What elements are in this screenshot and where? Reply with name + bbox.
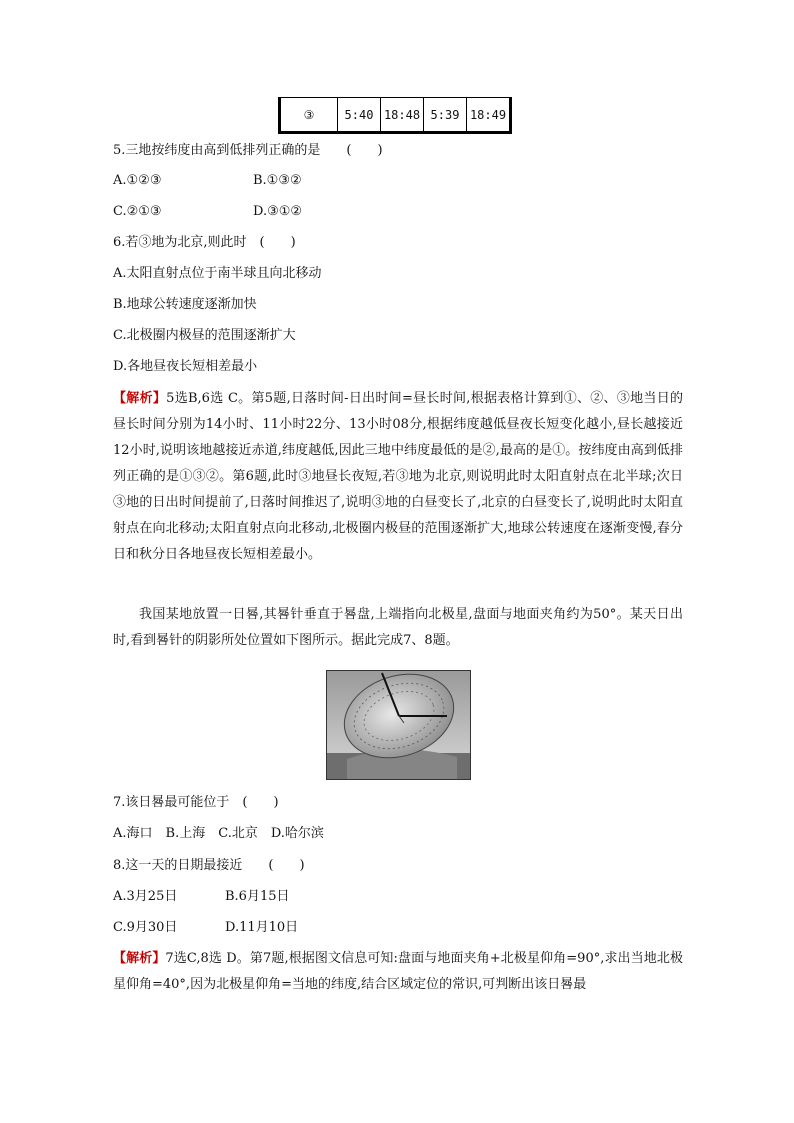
table-row	[281, 98, 509, 131]
sundial-image	[326, 670, 471, 780]
table-cell: 5:40	[338, 98, 381, 131]
q6-stem: 6.若③地为北京,则此时 ( )	[113, 235, 296, 250]
analysis-tag: 【解析】	[113, 391, 167, 406]
q6-option-c: C.北极圈内极昼的范围逐渐扩大	[113, 328, 296, 343]
q5-option-c: C.②①③	[113, 204, 162, 219]
q6-option-a: A.太阳直射点位于南半球且向北移动	[113, 266, 322, 281]
q6-option-d: D.各地昼夜长短相差最小	[113, 359, 258, 374]
table-cell: ③	[303, 107, 315, 122]
q5-option-b: B.①③②	[253, 173, 302, 188]
q5-stem: 5.三地按纬度由高到低排列正确的是 ( )	[113, 143, 383, 158]
analysis-tag: 【解析】	[113, 951, 166, 966]
analysis-7-8	[113, 946, 683, 998]
analysis-text: 5选B,6选 C。第5题,日落时间-日出时间=昼长时间,根据表格计算到①、②、③地当日的昼长时间分别为14小时、11小时22分、13小时08分,根据纬度越低昼夜长短变化越小,昼长越接近12小时,说明该地越接近赤道,纬度越低,因此三地中纬度最低的是②,最高的是①。按纬度由高到低排列正确的是①③②。第6题,此时③地昼长夜短,若③地为北京,则说明此时太阳直射点在北半球;次日③地的日出时间提前了,日落时间推迟了,说明③地的白昼变长了,北京的白昼变长了,说明此时太阳直射点在向北移动;太阳直射点向北移动,北极圈内极昼的范围逐渐扩大,地球公转速度在逐渐变慢,春分日和秋分日各地昼夜长短相差最小。	[113, 391, 683, 562]
table-cell: 18:48	[381, 98, 424, 131]
table-cell: 18:49	[467, 98, 510, 131]
q8-option-a: A.3月25日	[113, 889, 178, 904]
q8-option-d: D.11月10日	[225, 920, 299, 935]
q7-options: A.海口 B.上海 C.北京 D.哈尔滨	[113, 826, 324, 841]
q8-option-b: B.6月15日	[225, 889, 290, 904]
q8-option-c: C.9月30日	[113, 920, 178, 935]
sunrise-sunset-table	[278, 97, 512, 134]
q7-stem: 7.该日晷最可能位于 ( )	[113, 795, 279, 810]
q5-option-a: A.①②③	[113, 173, 162, 188]
analysis-text: 7选C,8选 D。第7题,根据图文信息可知:盘面与地面夹角+北极星仰角=90°,求出当地北极星仰角=40°,因为北极星仰角=当地的纬度,结合区域定位的常识,可判断出该日晷最	[113, 951, 683, 992]
q8-stem: 8.这一天的日期最接近 ( )	[113, 858, 305, 873]
q5-option-d: D.③①②	[253, 204, 303, 219]
table-cell: 5:39	[424, 98, 467, 131]
intro-paragraph: 我国某地放置一日晷,其晷针垂直于晷盘,上端指向北极星,盘面与地面夹角约为50°。某天日出时,看到晷针的阴影所处位置如下图所示。据此完成7、8题。	[113, 607, 683, 648]
q6-option-b: B.地球公转速度逐渐加快	[113, 297, 257, 312]
analysis-5-6	[113, 386, 683, 568]
